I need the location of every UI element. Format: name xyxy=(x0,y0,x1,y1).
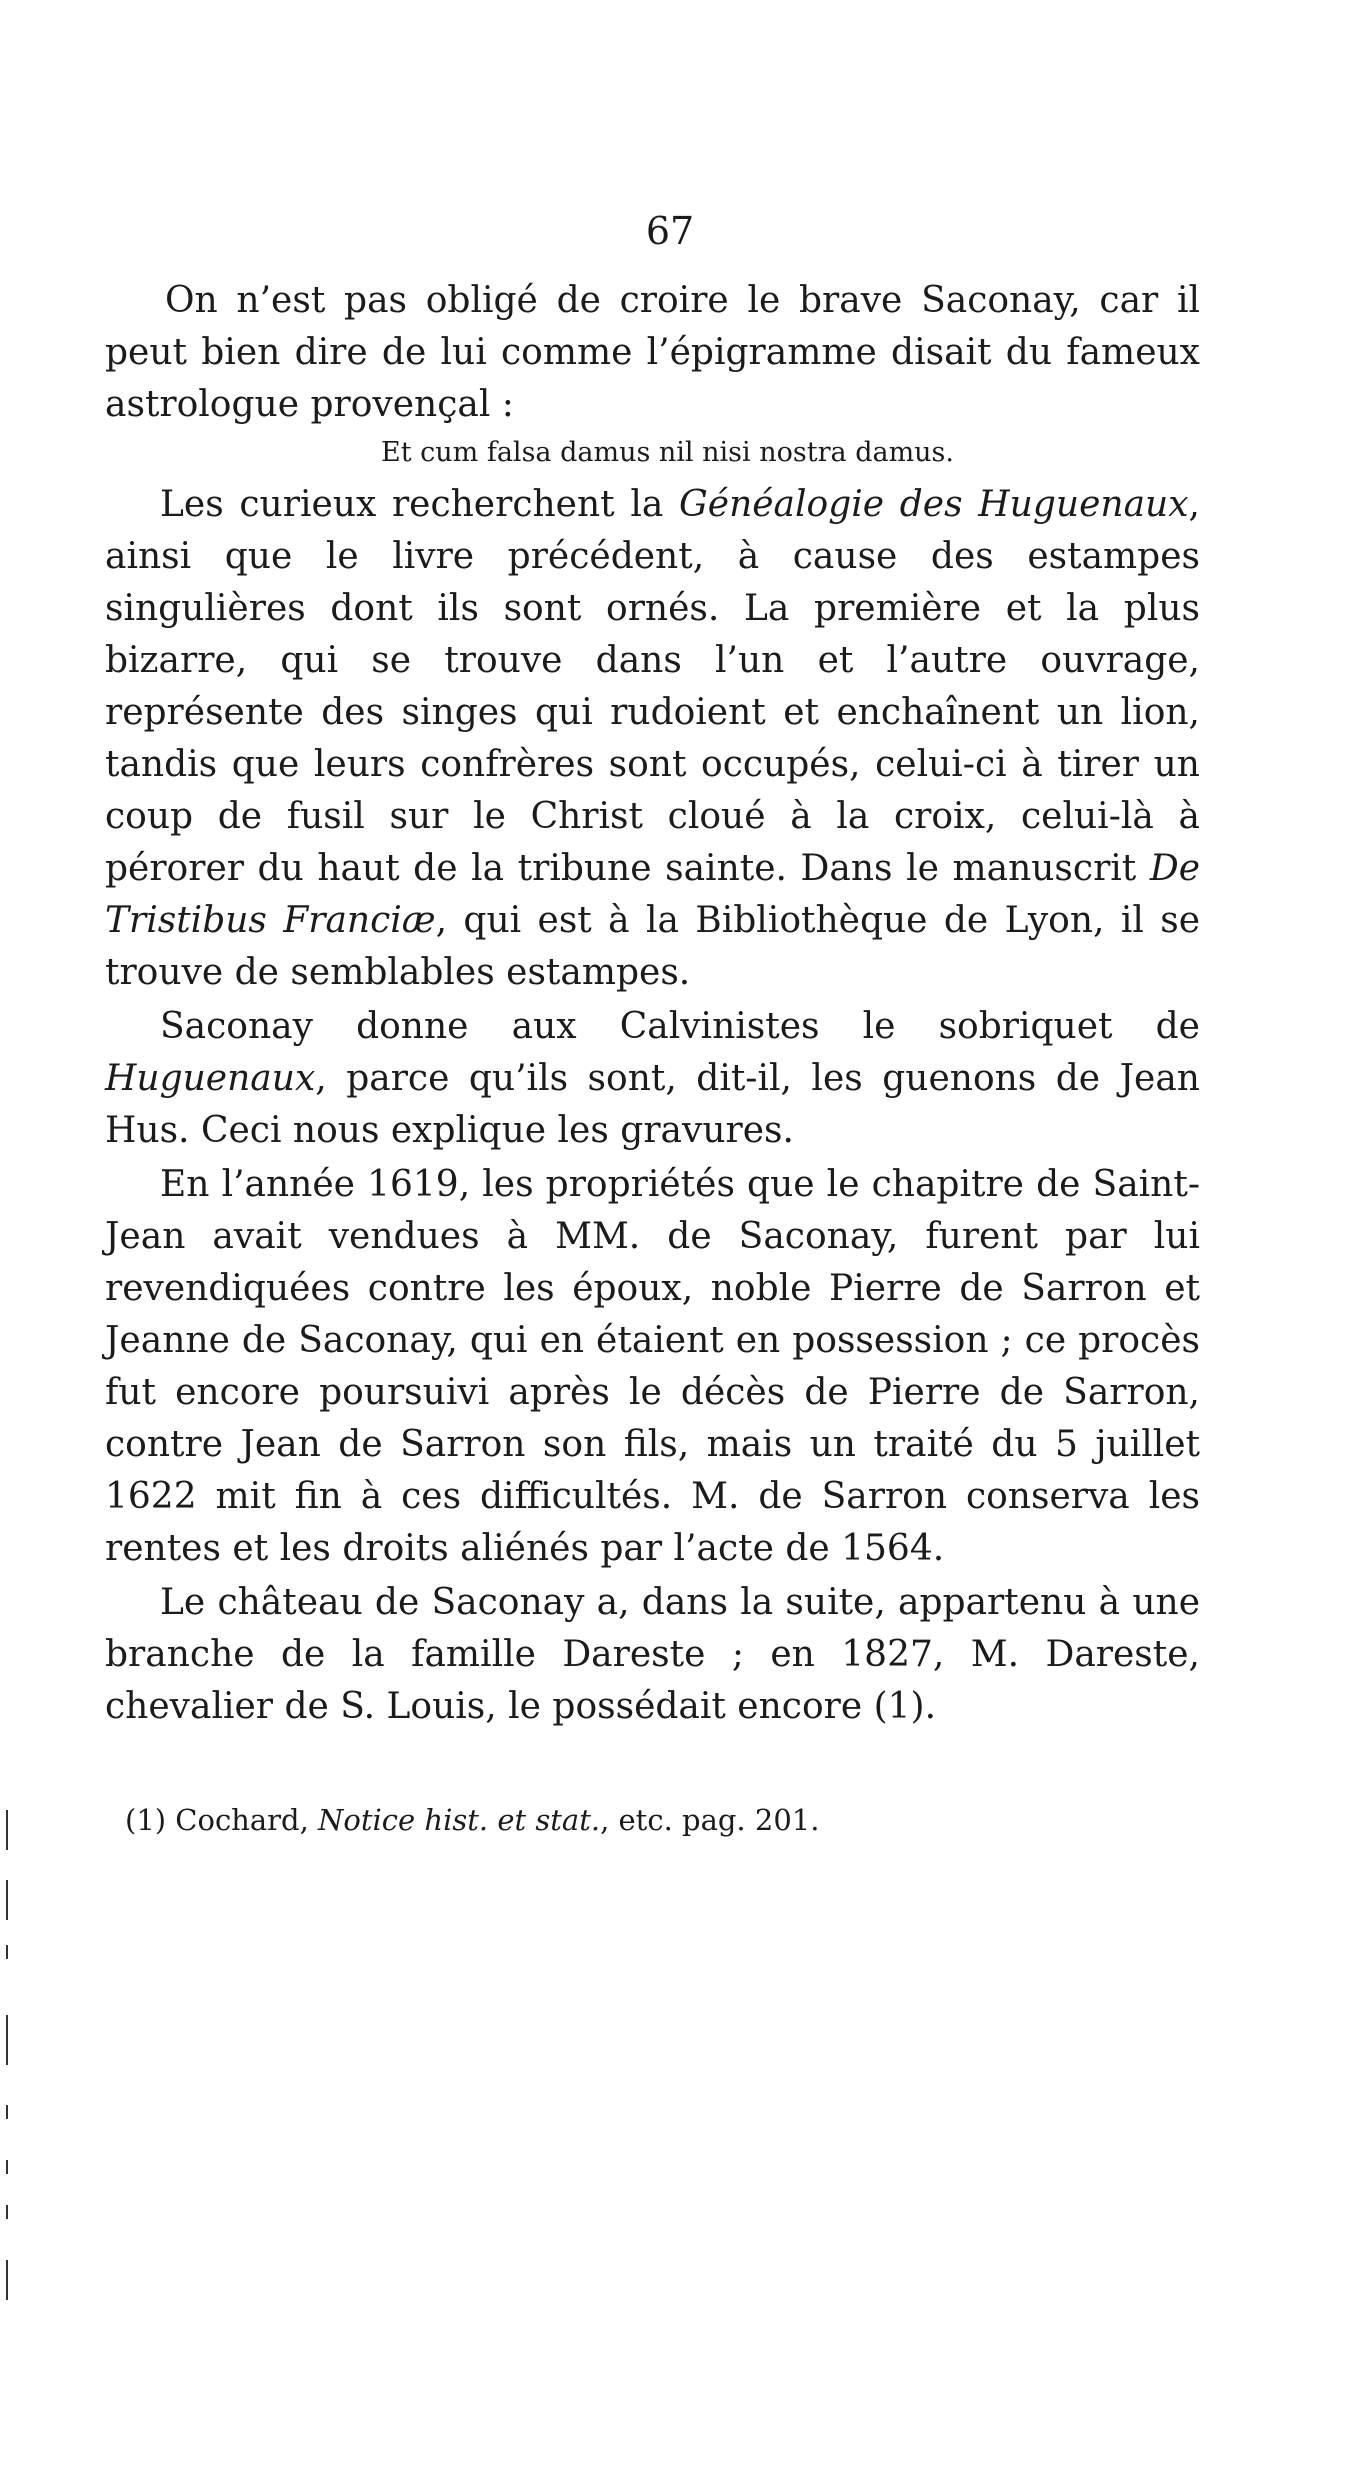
paragraph-3-part-2: , parce qu’ils sont, dit-il, les guenons de Jean Hus. Ceci nous explique les gravures. xyxy=(105,1058,1200,1151)
paragraph-5: Le château de Saconay a, dans la suite, appartenu à une branche de la famille Dareste ; en 1827, M. Dareste, chevalier de S. Louis, le possédait encore (1). xyxy=(105,1582,1200,1727)
scan-mark xyxy=(6,1945,8,1959)
footnote-marker: (1) Cochard, xyxy=(125,1803,319,1837)
scan-mark xyxy=(6,2160,8,2174)
paragraph-2-part-3: , qui est à la Bibliothèque de Lyon, il se trouve de semblables estampes. xyxy=(105,900,1201,993)
paragraph-3-part-1: Saconay donne aux Calvinistes le sobriquet de xyxy=(160,1006,1200,1047)
body-text xyxy=(105,275,1200,1735)
scan-margin-marks xyxy=(0,0,20,2491)
title-de-tristibus: De Tristibus Franciæ xyxy=(105,848,1200,941)
title-genealogie: Généalogie des Huguenaux xyxy=(679,484,1189,525)
paragraph-3 xyxy=(105,1001,1200,1157)
scan-mark xyxy=(6,1880,8,1920)
paragraph-4: En l’année 1619, les propriétés que le chapitre de Saint-Jean avait vendues à MM. de Saconay, furent par lui revendiquées contre les époux, noble Pierre de Sarron et Jeanne de Saconay, qui en étaient en possession ; ce procès fut encore poursuivi après le décès de Pierre de Sarron, contre Jean de Sarron son fils, mais un traité du 5 juillet 1622 mit fin à ces difficultés. M. de Sarron conserva les rentes et les droits aliénés par l’acte de 1564. xyxy=(105,1164,1200,1569)
page-number: 67 xyxy=(645,209,695,253)
paragraph-2-part-1: Les curieux recherchent la xyxy=(160,484,679,525)
paragraph-2-part-2: , ainsi que le livre précédent, à cause des estampes singulières dont ils sont ornés. La première et la plus bizarre, qui se trouve dans l’un et l’autre ouvrage, représente des singes qui rudoient et enchaînent un lion, tandis que leurs confrères sont occupés, celui-ci à tirer un coup de fusil sur le Christ cloué à la croix, celui-là à pérorer du haut de la tribune sainte. Dans le manuscrit xyxy=(105,484,1200,889)
paragraph-1: On n’est pas obligé de croire le brave Saconay, car il peut bien dire de lui comme l’épigramme disait du fameux astrologue provençal : xyxy=(105,280,1200,425)
footnote-rest: , etc. pag. 201. xyxy=(600,1803,820,1837)
latin-quote: Et cum falsa damus nil nisi nostra damus. xyxy=(381,437,954,468)
paragraph-2 xyxy=(105,479,1200,999)
scan-mark xyxy=(6,1810,8,1850)
scan-mark xyxy=(6,2105,8,2119)
scan-mark xyxy=(6,2205,8,2219)
footnote xyxy=(125,1800,1175,1840)
term-huguenaux: Huguenaux xyxy=(105,1058,316,1099)
footnote-title: Notice hist. et stat. xyxy=(318,1803,601,1837)
scan-mark xyxy=(6,2260,8,2300)
scan-mark xyxy=(6,2015,8,2065)
